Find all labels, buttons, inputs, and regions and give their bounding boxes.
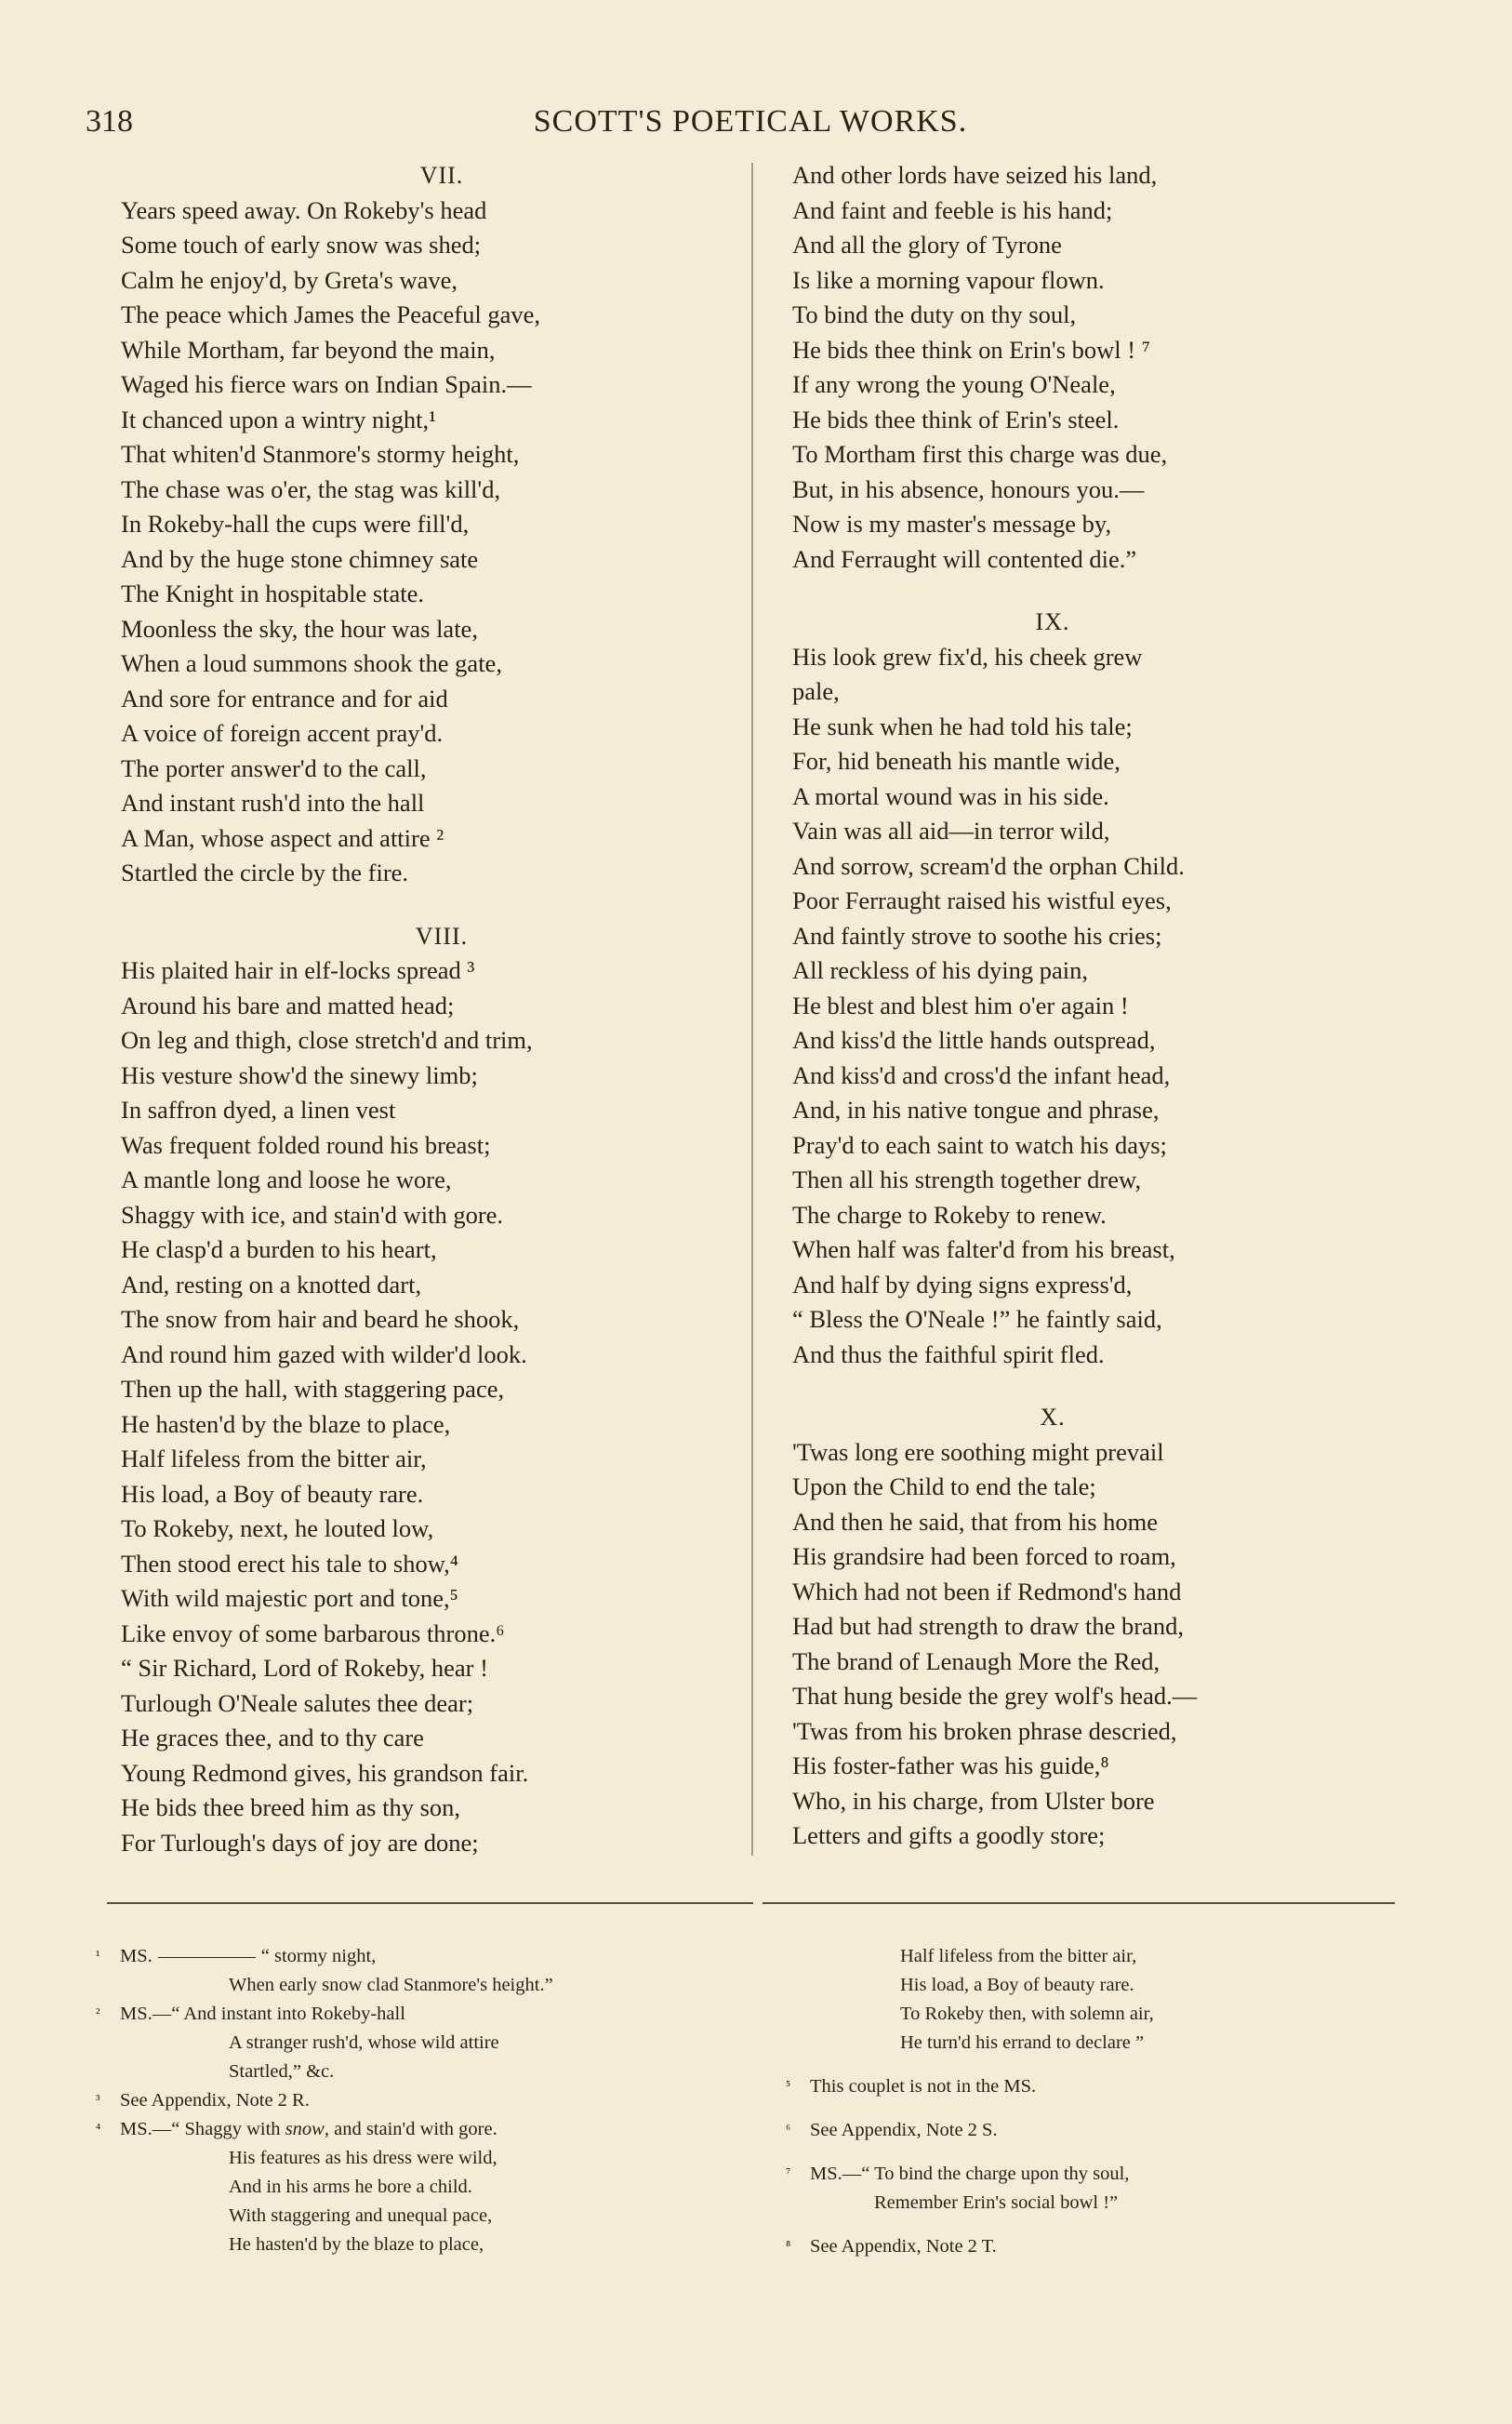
stanza-vii	[121, 193, 763, 891]
verse-line: Then all his strength together drew,	[792, 1165, 1142, 1193]
verse-line: And sore for entrance and for aid	[121, 684, 448, 713]
verse-line: For Turlough's days of joy are done;	[121, 1828, 479, 1857]
verse-line: He bids thee think of Erin's steel.	[792, 405, 1120, 433]
verse-line: Is like a morning vapour flown.	[792, 265, 1105, 294]
verse-line: To Mortham first this charge was due,	[792, 440, 1168, 468]
footnote-7	[786, 2160, 1344, 2189]
verse-line: Then stood erect his tale to show,⁴	[121, 1549, 458, 1578]
footnote-line: His load, a Boy of beauty rare.	[900, 1975, 1134, 1995]
verse-line: Like envoy of some barbarous throne.⁶	[121, 1618, 505, 1647]
stanza-ix	[792, 640, 1313, 1373]
verse-line: When half was falter'd from his breast,	[792, 1235, 1175, 1263]
footnote-6	[786, 2116, 1344, 2145]
verse-line: With wild majestic port and tone,⁵	[121, 1584, 458, 1612]
verse-line: His plaited hair in elf-locks spread ³	[121, 956, 475, 984]
section-title-ix: IX.	[1035, 608, 1070, 635]
footnote-line: And in his arms he bore a child.	[229, 2177, 472, 2197]
verse-line: “ Sir Richard, Lord of Rokeby, hear !	[121, 1654, 488, 1682]
verse-line: Some touch of early snow was shed;	[121, 231, 482, 259]
footnote-marker: ⁵	[786, 2079, 791, 2094]
footnote-line: Remember Erin's social bowl !”	[874, 2192, 1119, 2213]
verse-line: And then he said, that from his home	[792, 1507, 1159, 1536]
verse-line: While Mortham, far beyond the main,	[121, 335, 496, 364]
left-column	[121, 158, 763, 1860]
footnote-marker: ²	[96, 2006, 100, 2021]
footnote-text: MS.—“ To bind the charge upon thy soul,	[810, 2164, 1130, 2184]
verse-line: The charge to Rokeby to renew.	[792, 1200, 1107, 1229]
verse-line: The Knight in hospitable state.	[121, 579, 425, 607]
verse-line: Letters and gifts a goodly store;	[792, 1821, 1106, 1849]
verse-line: A mantle long and loose he wore,	[121, 1165, 452, 1193]
verse-line: And instant rush'd into the hall	[121, 789, 425, 817]
footnote-line: To Rokeby then, with solemn air,	[900, 2004, 1154, 2024]
verse-line: Had but had strength to draw the brand,	[792, 1612, 1184, 1640]
stanza-viii	[121, 953, 763, 1860]
stanza-x	[792, 1435, 1313, 1854]
footnote-5	[786, 2072, 1344, 2101]
verse-line: “ Bless the O'Neale !” he faintly said,	[792, 1305, 1162, 1333]
omission-rule	[158, 1957, 256, 1958]
verse-line: Poor Ferraught raised his wistful eyes,	[792, 886, 1172, 914]
footnote-rule-right	[763, 1902, 1395, 1904]
verse-line: He bids thee think on Erin's bowl ! ⁷	[792, 335, 1150, 364]
verse-line: Pray'd to each saint to watch his days;	[792, 1130, 1167, 1159]
footnote-text: MS.—“ And instant into Rokeby-hall	[120, 2004, 405, 2024]
verse-line: Young Redmond gives, his grandson fair.	[121, 1758, 529, 1787]
verse-line: He hasten'd by the blaze to place,	[121, 1409, 451, 1438]
verse-line: His look grew fix'd, his cheek grew	[792, 642, 1143, 671]
verse-line: A mortal wound was in his side.	[792, 781, 1109, 810]
verse-line: Waged his fierce wars on Indian Spain.—	[121, 370, 532, 398]
verse-line: 'Twas from his broken phrase descried,	[792, 1716, 1177, 1745]
verse-line: Upon the Child to end the tale;	[792, 1472, 1096, 1500]
verse-line: Turlough O'Neale salutes thee dear;	[121, 1688, 474, 1717]
footnote-line: With staggering and unequal pace,	[229, 2205, 493, 2226]
verse-line: A Man, whose aspect and attire ²	[121, 823, 444, 852]
verse-line: His grandsire had been forced to roam,	[792, 1542, 1176, 1570]
verse-line: Shaggy with ice, and stain'd with gore.	[121, 1200, 504, 1229]
verse-line: In saffron dyed, a linen vest	[121, 1096, 396, 1124]
footnote-text: See Appendix, Note 2 S.	[810, 2120, 998, 2140]
footnote-2	[96, 2000, 737, 2029]
footnote-marker: ¹	[96, 1949, 100, 1964]
verse-line: And faintly strove to soothe his cries;	[792, 921, 1162, 950]
footnotes-left	[96, 1942, 737, 2259]
footnote-1	[96, 1942, 737, 1971]
verse-line: And kiss'd the little hands outspread,	[792, 1026, 1156, 1054]
verse-line: The snow from hair and beard he shook,	[121, 1305, 520, 1333]
verse-line: For, hid beneath his mantle wide,	[792, 747, 1121, 775]
footnote-text: See Appendix, Note 2 R.	[120, 2090, 310, 2111]
footnote-line: His features as his dress were wild,	[229, 2148, 497, 2168]
footnote-text: This couplet is not in the MS.	[810, 2076, 1037, 2097]
verse-line: Startled the circle by the fire.	[121, 859, 409, 886]
stanza-viii-continuation	[792, 158, 1313, 577]
verse-line: His vesture show'd the sinewy limb;	[121, 1060, 478, 1089]
running-head: SCOTT'S POETICAL WORKS.	[533, 104, 968, 139]
verse-line: But, in his absence, honours you.—	[792, 474, 1145, 503]
verse-line: And, in his native tongue and phrase,	[792, 1096, 1160, 1124]
verse-line: And round him gazed with wilder'd look.	[121, 1339, 527, 1368]
footnote-line: He hasten'd by the blaze to place,	[229, 2234, 484, 2255]
page-header	[86, 104, 1415, 141]
verse-line: A voice of foreign accent pray'd.	[121, 719, 444, 747]
verse-line: And Ferraught will contented die.”	[792, 544, 1137, 573]
verse-line: Now is my master's message by,	[792, 510, 1112, 538]
verse-line: On leg and thigh, close stretch'd and trim,	[121, 1026, 533, 1054]
verse-line: To bind the duty on thy soul,	[792, 300, 1077, 328]
verse-line: When a loud summons shook the gate,	[121, 649, 502, 677]
verse-line: And all the glory of Tyrone	[792, 231, 1062, 259]
page-number: 318	[86, 104, 133, 139]
verse-line: pale,	[792, 677, 840, 705]
verse-line: Which had not been if Redmond's hand	[792, 1577, 1182, 1605]
verse-line: And sorrow, scream'd the orphan Child.	[792, 851, 1185, 880]
footnote-rule-left	[107, 1902, 753, 1904]
footnote-italic-word: snow	[285, 2119, 325, 2139]
section-title-vii: VII.	[419, 162, 464, 189]
footnote-marker: ⁶	[786, 2123, 791, 2138]
verse-line: He clasp'd a burden to his heart,	[121, 1235, 437, 1263]
verse-line: The porter answer'd to the call,	[121, 753, 427, 782]
footnote-marker: ⁷	[786, 2166, 791, 2181]
footnote-marker: ⁸	[786, 2239, 791, 2254]
verse-line: He blest and blest him o'er again !	[792, 991, 1129, 1019]
verse-line: And other lords have seized his land,	[792, 161, 1158, 189]
footnotes-right	[786, 1942, 1344, 2261]
verse-line: If any wrong the young O'Neale,	[792, 370, 1116, 398]
verse-line: His foster-father was his guide,⁸	[792, 1751, 1109, 1779]
verse-line: And kiss'd and cross'd the infant head,	[792, 1060, 1171, 1089]
verse-line: And faint and feeble is his hand;	[792, 195, 1113, 224]
footnote-line: A stranger rush'd, whose wild attire	[229, 2032, 499, 2053]
footnote-8	[786, 2232, 1344, 2261]
verse-line: The chase was o'er, the stag was kill'd,	[121, 474, 501, 503]
verse-line: Moonless the sky, the hour was late,	[121, 614, 478, 643]
verse-line: His load, a Boy of beauty rare.	[121, 1479, 424, 1508]
footnote-line: Half lifeless from the bitter air,	[900, 1946, 1137, 1966]
section-title-x: X.	[1040, 1404, 1066, 1431]
verse-line: The peace which James the Peaceful gave,	[121, 300, 541, 328]
verse-line: And thus the faithful spirit fled.	[792, 1339, 1105, 1368]
right-column	[792, 158, 1313, 1854]
verse-line: It chanced upon a wintry night,¹	[121, 405, 437, 433]
verse-line: Half lifeless from the bitter air,	[121, 1445, 427, 1472]
verse-line: All reckless of his dying pain,	[792, 956, 1088, 984]
section-title-viii: VIII.	[415, 922, 469, 950]
verse-line: That whiten'd Stanmore's stormy height,	[121, 440, 520, 468]
verse-line: 'Twas long ere soothing might prevail	[792, 1437, 1164, 1466]
verse-line: Vain was all aid—in terror wild,	[792, 817, 1110, 845]
verse-line: Then up the hall, with staggering pace,	[121, 1375, 505, 1403]
verse-line: That hung beside the grey wolf's head.—	[792, 1682, 1198, 1710]
verse-line: In Rokeby-hall the cups were fill'd,	[121, 510, 470, 538]
verse-line: Years speed away. On Rokeby's head	[121, 195, 487, 224]
verse-line: And by the huge stone chimney sate	[121, 544, 479, 573]
verse-line: Around his bare and matted head;	[121, 991, 455, 1019]
verse-line: He sunk when he had told his tale;	[792, 712, 1133, 740]
footnote-text: MS.—“ Shaggy with	[120, 2119, 281, 2139]
footnote-marker: ⁴	[96, 2122, 101, 2137]
footnote-text: , and stain'd with gore.	[324, 2119, 497, 2139]
verse-line: And, resting on a knotted dart,	[121, 1270, 422, 1299]
footnote-line: Startled,” &c.	[229, 2061, 335, 2082]
verse-line: He graces thee, and to thy care	[121, 1724, 424, 1751]
footnote-text: See Appendix, Note 2 T.	[810, 2236, 997, 2257]
verse-line: Calm he enjoy'd, by Greta's wave,	[121, 265, 458, 294]
verse-line: The brand of Lenaugh More the Red,	[792, 1646, 1161, 1675]
footnote-3	[96, 2086, 737, 2115]
verse-line: And half by dying signs express'd,	[792, 1270, 1133, 1299]
footnote-line: He turn'd his errand to declare ”	[900, 2032, 1145, 2053]
footnote-marker: ³	[96, 2093, 100, 2108]
verse-line: Who, in his charge, from Ulster bore	[792, 1786, 1155, 1815]
footnote-4	[96, 2115, 737, 2144]
footnote-text: “ stormy night,	[260, 1946, 377, 1966]
footnote-line: When early snow clad Stanmore's height.”	[229, 1975, 553, 1995]
footnote-text: MS.	[120, 1946, 153, 1966]
verse-line: He bids thee breed him as thy son,	[121, 1793, 461, 1821]
verse-line: To Rokeby, next, he louted low,	[121, 1514, 434, 1542]
verse-line: Was frequent folded round his breast;	[121, 1130, 491, 1159]
